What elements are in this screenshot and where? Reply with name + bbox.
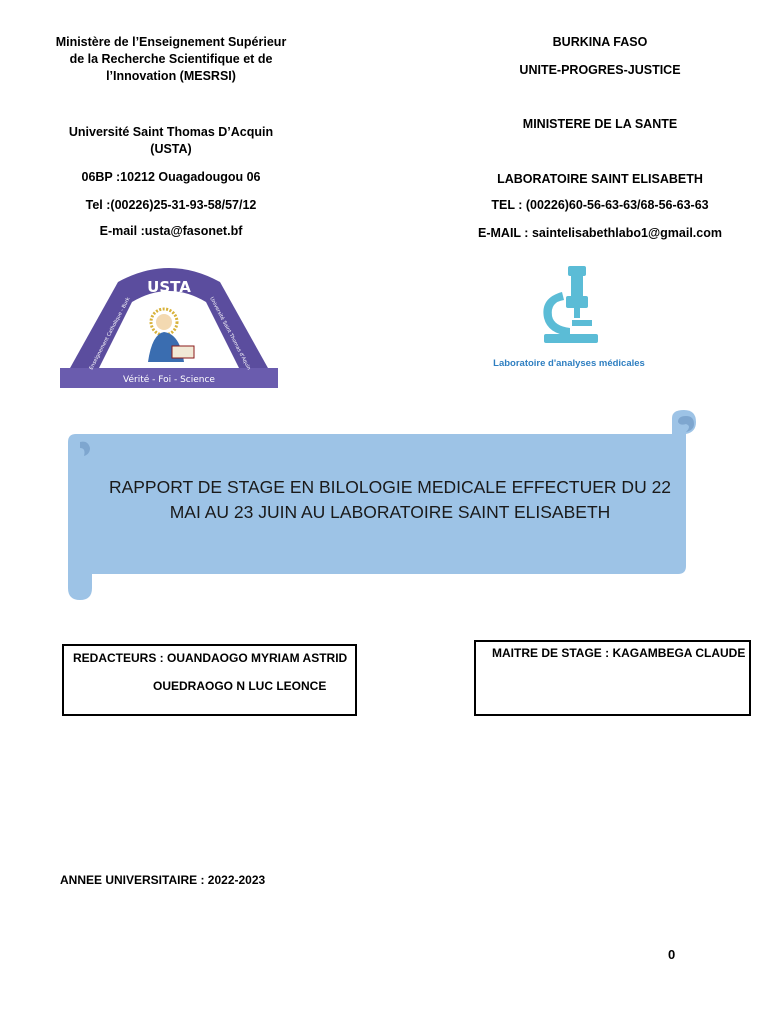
- health-ministry: MINISTERE DE LA SANTE: [522, 117, 678, 131]
- authors-line-1: REDACTEURS : OUANDAOGO MYRIAM ASTRID: [73, 651, 348, 665]
- ministry-heading: [40, 34, 302, 85]
- lab-email: E-MAIL : saintelisabethlabo1@gmail.com: [478, 226, 722, 240]
- university-line-2: (USTA): [150, 142, 192, 156]
- lab-name: LABORATOIRE SAINT ELISABETH: [497, 172, 703, 186]
- university-email: E-mail :usta@fasonet.bf: [99, 224, 243, 238]
- lab-phone: TEL : (00226)60-56-63-63/68-56-63-63: [491, 198, 709, 212]
- ministry-line-2: de la Recherche Scientifique et de: [69, 52, 273, 66]
- lab-logo-caption: Laboratoire d'analyses médicales: [493, 358, 645, 369]
- university-phone: Tel :(00226)25-31-93-58/57/12: [85, 198, 257, 212]
- usta-logo-name: USTA: [147, 278, 191, 296]
- university-address: 06BP :10212 Ouagadougou 06: [81, 170, 261, 184]
- lab-logo: [486, 258, 656, 376]
- usta-arc-right: Université Saint Thomas d'Aquin: [208, 296, 252, 372]
- usta-logo: [60, 262, 278, 388]
- page-number: 0: [668, 947, 676, 962]
- ministry-line-1: Ministère de l’Enseignement Supérieur: [55, 35, 287, 49]
- country-name: BURKINA FASO: [552, 35, 648, 49]
- university-line-1: Université Saint Thomas D’Acquin: [68, 125, 274, 139]
- country-motto: UNITE-PROGRES-JUSTICE: [519, 63, 681, 77]
- supervisor-text: MAITRE DE STAGE : KAGAMBEGA CLAUDE: [492, 646, 746, 660]
- report-title-line-1: RAPPORT DE STAGE EN BILOLOGIE MEDICALE EFFECTUER DU 22: [108, 477, 672, 497]
- report-title-line-2: MAI AU 23 JUIN AU LABORATOIRE SAINT ELISABETH: [169, 502, 611, 522]
- authors-line-2: OUEDRAOGO N LUC LEONCE: [153, 679, 327, 693]
- report-title: [90, 475, 690, 525]
- academic-year: ANNEE UNIVERSITAIRE : 2022-2023: [60, 873, 266, 887]
- usta-logo-slogan: Vérité - Foi - Science: [123, 375, 215, 385]
- university-heading: [40, 124, 302, 158]
- usta-arc-left: Enseignement Catholique - Burk: [88, 296, 132, 371]
- ministry-line-3: l’Innovation (MESRSI): [106, 69, 236, 83]
